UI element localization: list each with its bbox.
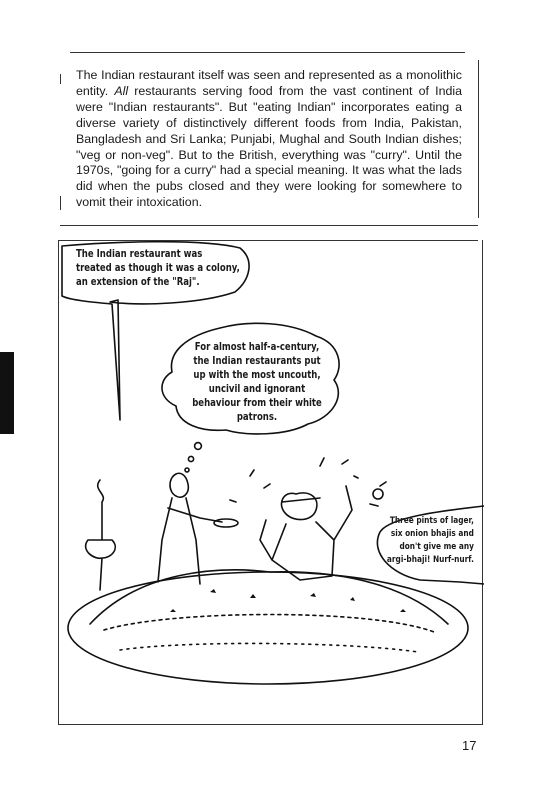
speech-text-top-left: The Indian restaurant was treated as though it was a colony, an extension of the "Raj". bbox=[76, 248, 240, 288]
book-edge-tab bbox=[0, 352, 14, 434]
text-box-right-rule bbox=[478, 60, 479, 218]
paragraph-rest: restaurants serving food from the vast continent of India were "Indian restaurants". But "eating Indian" incorporates eating a diverse variety of distinctively different foods from India, Pakistan, Bangladesh and Sri Lanka; Punjabi, Mughal and South Indian dishes; "veg or non-veg". But to the British, everything was "curry". Until the 1970s, "going for a curry" had a special meaning. It was what the lads did when the pubs closed and they were looking for somewhere to vomit their intoxication. bbox=[76, 83, 462, 210]
rice-mound bbox=[90, 570, 448, 624]
text-box-left-rule-lower bbox=[60, 196, 61, 210]
paragraph-emphasis: All bbox=[114, 83, 129, 98]
curry-cartoon-illustration bbox=[50, 240, 484, 725]
page-number: 17 bbox=[462, 738, 477, 753]
intro-paragraph bbox=[76, 68, 462, 211]
speech-text-right: Three pints of lager, six onion bhajis and don't give me any argi-bhaji! Nurf-nurf. bbox=[386, 516, 474, 565]
thought-text-center: For almost half-a-century, the Indian restaurants put up with the most uncouth, uncivil and ignorant behaviour from their white patrons. bbox=[192, 341, 322, 423]
paragraph-lead: The Indian restaurant itself was seen and represented as a monolithic entity. bbox=[76, 68, 462, 98]
text-box-bottom-rule bbox=[60, 225, 478, 226]
thought-dot-2 bbox=[188, 456, 193, 461]
thought-dot-3 bbox=[185, 468, 189, 472]
customer-figure bbox=[260, 486, 352, 580]
waiter-figure bbox=[158, 473, 222, 584]
text-box-top-rule bbox=[70, 52, 465, 53]
decorative-lamp bbox=[86, 480, 116, 590]
text-box-left-rule bbox=[60, 74, 61, 84]
rice-plate bbox=[68, 572, 468, 684]
thought-dot-1 bbox=[195, 443, 202, 450]
